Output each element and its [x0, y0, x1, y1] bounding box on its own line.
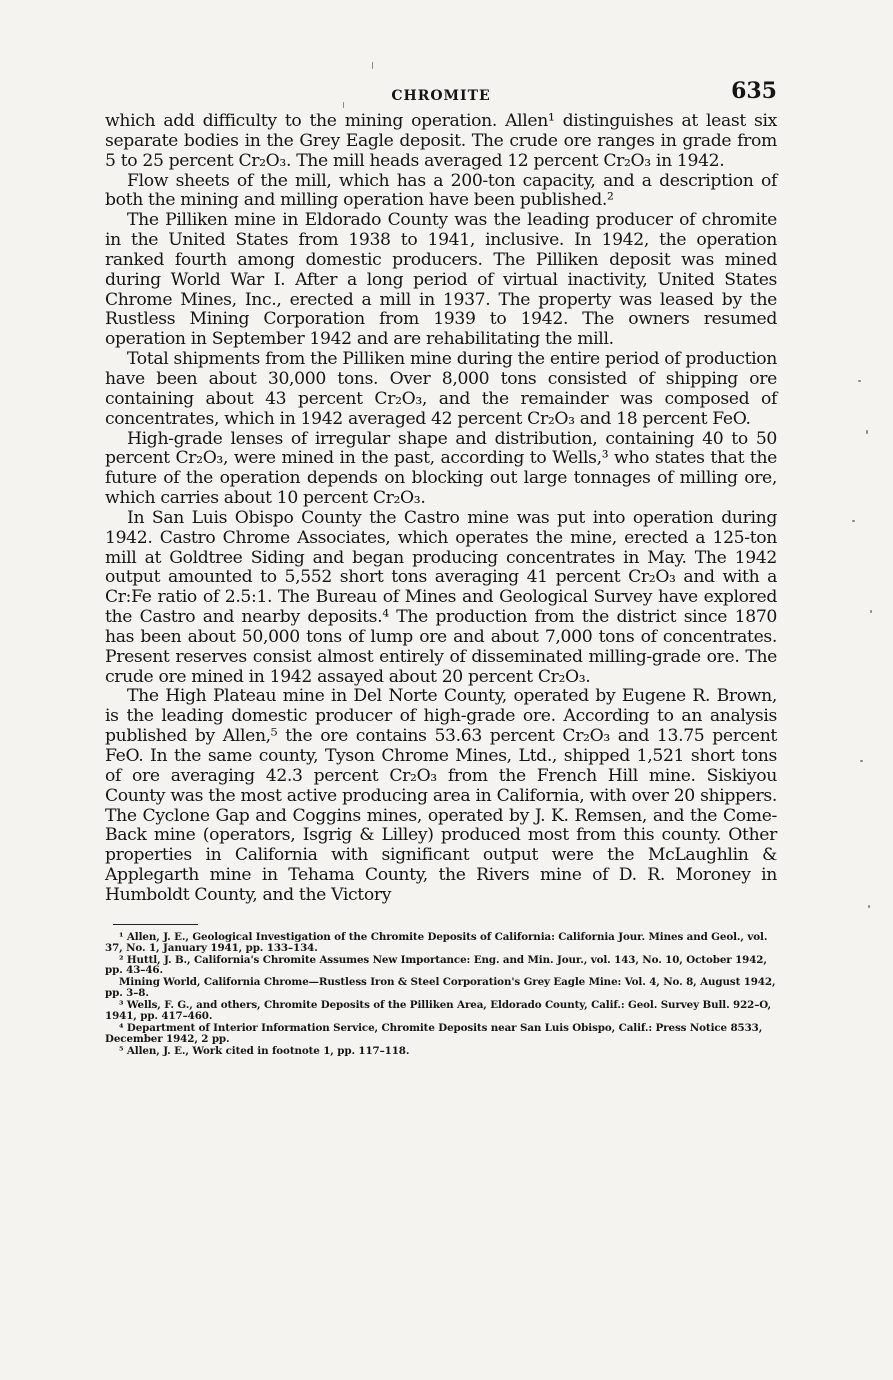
scan-speck — [868, 905, 870, 908]
scan-speck — [870, 610, 872, 613]
paragraph-pilliken-shipments: Total shipments from the Pilliken mine during the entire period of production have been about 30,000 tons. Over 8,000 tons consisted of shipping ore containing about 43 percent Cr₂O₃, and the remainder was composed of concentrates, which in 1942 averaged 42 percent Cr₂O₃ and 18 percent FeO. — [105, 349, 777, 429]
paragraph-high-plateau-mine: The High Plateau mine in Del Norte County, operated by Eugene R. Brown, is the leading domestic producer of high-grade ore. According to an analysis published by Allen,⁵ the ore contains 53.63 percent Cr₂O₃ and 13.75 percent FeO. In the same county, Tyson Chrome Mines, Ltd., shipped 1,521 short tons of ore averaging 42.3 percent Cr₂O₃ from the French Hill mine. Siskiyou County was the most active producing area in California, with over 20 shippers. The Cyclone Gap and Coggins mines, operated by J. K. Remsen, and the Come-Back mine (operators, Isgrig & Lilley) produced most from this county. Other properties in California with significant output were the McLaughlin & Applegarth mine in Tehama County, the Rivers mine of D. R. Moroney in Humboldt County, and the Victory — [105, 686, 777, 905]
footnote-rule — [113, 924, 198, 925]
scan-speck — [860, 760, 863, 762]
footnote-2: ² Huttl, J. B., California's Chromite Assumes New Importance: Eng. and Min. Jour., vol. 143, No. 10, October 1942, pp. 43–46. — [105, 953, 767, 977]
scan-speck — [866, 430, 868, 434]
footnote-4: ⁴ Department of Interior Information Service, Chromite Deposits near San Luis Obispo, Calif.: Press Notice 8533, December 1942, 2 pp. — [105, 1022, 763, 1045]
scan-speck — [343, 102, 344, 108]
scan-speck — [858, 380, 861, 382]
paragraph-grey-eagle-continued: which add difficulty to the mining operation. Allen¹ distinguishes at least six separate bodies in the Grey Eagle deposit. The crude ore ranges in grade from 5 to 25 percent Cr₂O₃. The mill heads averaged 12 percent Cr₂O₃ in 1942. — [105, 111, 777, 171]
paragraph-high-grade-lenses: High-grade lenses of irregular shape and distribution, containing 40 to 50 percent Cr₂O₃, were mined in the past, according to Wells,³ who states that the future of the operation depends on blocking out large tonnages of milling ore, which carries about 10 percent Cr₂O₃. — [105, 428, 777, 509]
footnote-2-additional: Mining World, California Chrome—Rustless Iron & Steel Corporation's Grey Eagle Mine: Vol. 4, No. 8, August 1942, pp. 3–8. — [105, 976, 776, 1000]
footnotes — [105, 932, 777, 1057]
scan-speck — [372, 62, 373, 69]
footnote-1: ¹ Allen, J. E., Geological Investigation of the Chromite Deposits of California: California Jour. Mines and Geol., vol. 37, No. 1, January 1941, pp. 133–134. — [105, 930, 768, 954]
running-head — [105, 78, 777, 112]
paragraph-castro-mine: In San Luis Obispo County the Castro mine was put into operation during 1942. Castro Chrome Associates, which operates the mine, erected a 125-ton mill at Goldtree Siding and began producing concentrates in May. The 1942 output amounted to 5,552 short tons averaging 41 percent Cr₂O₃ and with a Cr:Fe ratio of 2.5:1. The Bureau of Mines and Geological Survey have explored the Castro and nearby deposits.⁴ The production from the district since 1870 has been about 50,000 tons of lump ore and about 7,000 tons of concentrates. Present reserves consist almost entirely of disseminated milling-grade ore. The crude ore mined in 1942 assayed about 20 percent Cr₂O₃. — [105, 507, 777, 687]
scan-speck — [852, 520, 855, 522]
footnote-5: ⁵ Allen, J. E., Work cited in footnote 1, pp. 117–118. — [119, 1044, 410, 1057]
page-number: 635 — [731, 78, 777, 104]
body-text — [105, 112, 777, 906]
page — [105, 78, 777, 1058]
paragraph-pilliken-mine: The Pilliken mine in Eldorado County was the leading producer of chromite in the United States from 1938 to 1941, inclusive. In 1942, the operation ranked fourth among domestic producers. The Pilliken deposit was mined during World War I. After a long period of virtual inactivity, United States Chrome Mines, Inc., erected a mill in 1937. The property was leased by the Rustless Mining Corporation from 1939 to 1942. The owners resumed operation in September 1942 and are rehabilitating the mill. — [105, 210, 777, 350]
footnote-3: ³ Wells, F. G., and others, Chromite Deposits of the Pilliken Area, Eldorado County, Calif.: Geol. Survey Bull. 922–O, 1941, pp. 417–460. — [105, 999, 772, 1023]
running-title: CHROMITE — [391, 88, 491, 104]
paragraph-flow-sheets: Flow sheets of the mill, which has a 200-ton capacity, and a description of both the mining and milling operation have been published.² — [105, 170, 777, 211]
